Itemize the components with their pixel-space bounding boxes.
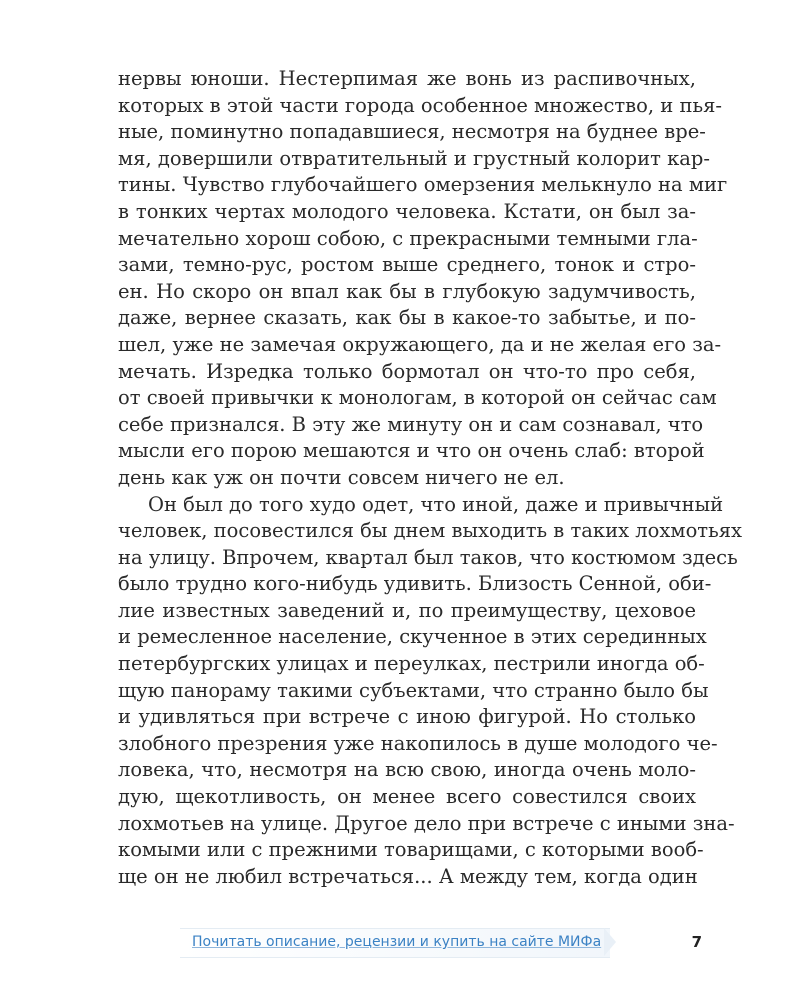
- page-footer: [0, 922, 800, 962]
- text-line: и удивляться при встрече с иною фигурой. Но столько: [118, 705, 696, 729]
- text-line: на улицу. Впрочем, квартал был таков, что костюмом здесь: [118, 545, 738, 569]
- text-line: которых в этой части города особенное множество, и пья-: [118, 93, 722, 117]
- text-line: себе признался. В эту же минуту он и сам сознавал, что: [118, 412, 704, 436]
- body-text: [118, 66, 743, 890]
- text-line: лие известных заведений и, по преимуществу, цеховое: [118, 598, 696, 622]
- text-line: петербургских улицах и переулках, пестрили иногда об-: [118, 652, 705, 676]
- mif-store-link-text[interactable]: Почитать описание, рецензии и купить на сайте МИФа: [192, 934, 602, 950]
- text-line: было трудно кого-нибудь удивить. Близость Сенной, оби-: [118, 572, 712, 596]
- text-line: ные, поминутно попадавшиеся, несмотря на буднее вре-: [118, 120, 706, 144]
- text-line: и ремесленное население, скученное в этих серединных: [118, 625, 707, 649]
- text-line: комыми или с прежними товарищами, с которыми вооб-: [118, 838, 704, 862]
- text-line: злобного презрения уже накопилось в душе молодого че-: [118, 731, 718, 755]
- text-line: зами, темно-рус, ростом выше среднего, тонок и стро-: [118, 253, 696, 277]
- text-line: ен. Но скоро он впал как бы в глубокую задумчивость,: [118, 279, 696, 303]
- text-line: мя, довершили отвратительный и грустный колорит кар-: [118, 146, 710, 170]
- text-line: дую, щекотливость, он менее всего совестился своих: [118, 785, 696, 809]
- text-line: мысли его порою мешаются и что он очень слаб: второй: [118, 439, 705, 463]
- text-line: шел, уже не замечая окружающего, да и не желая его за-: [118, 332, 722, 356]
- text-line: мечать. Изредка только бормотал он что-то про себя,: [118, 359, 696, 383]
- paragraph: [118, 492, 743, 891]
- text-line: мечательно хорош собою, с прекрасными темными гла-: [118, 226, 698, 250]
- text-line: день как уж он почти совсем ничего не ел.: [118, 465, 565, 489]
- text-line: лохмотьев на улице. Другое дело при встрече с иными зна-: [118, 811, 735, 835]
- text-line: человек, посовестился бы днем выходить в таких лохмотьях: [118, 519, 743, 543]
- text-line: Он был до того худо одет, что иной, даже и привычный: [148, 492, 724, 516]
- text-line: щую панораму такими субъектами, что странно было бы: [118, 678, 709, 702]
- paragraph: [118, 66, 728, 492]
- text-line: от своей привычки к монологам, в которой он сейчас сам: [118, 386, 717, 410]
- text-line: тины. Чувство глубочайшего омерзения мелькнуло на миг: [118, 173, 728, 197]
- text-line: ще он не любил встречаться... А между тем, когда один: [118, 864, 698, 888]
- text-line: нервы юноши. Нестерпимая же вонь из распивочных,: [118, 67, 696, 90]
- mif-store-link[interactable]: [180, 928, 620, 956]
- link-arrow-icon: [604, 928, 616, 956]
- text-line: даже, вернее сказать, как бы в какое-то забытье, и по-: [118, 306, 696, 330]
- text-line: ловека, что, несмотря на всю свою, иногда очень моло-: [118, 758, 696, 782]
- page-number: 7: [691, 933, 702, 951]
- text-line: в тонких чертах молодого человека. Кстати, он был за-: [118, 199, 696, 223]
